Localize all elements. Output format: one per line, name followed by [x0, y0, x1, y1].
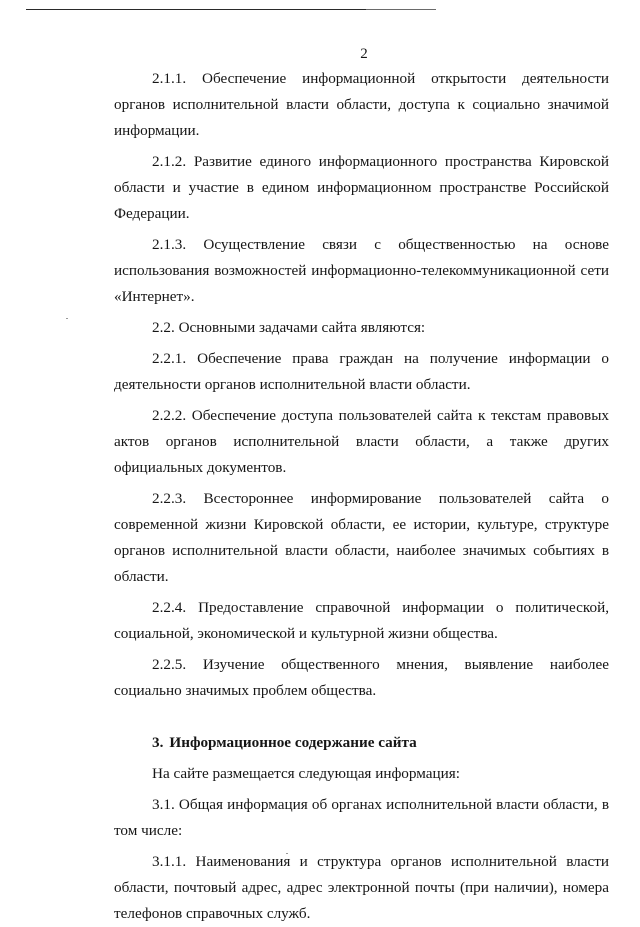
paragraph-2-2-3: 2.2.3. Всестороннее информирование пользователей сайта о современной жизни Кировской области, ее истории, культуре, структуре органов исполнительной власти области, наиболее значимых событиях в области.	[114, 490, 609, 585]
page-number: 2	[360, 46, 368, 62]
paragraph-3-1: 3.1. Общая информация об органах исполнительной власти области, в том числе:	[114, 796, 609, 839]
paragraph-2-1-1: 2.1.1. Обеспечение информационной открытости деятельности органов исполнительной власти области, доступа к социально значимой информации.	[114, 70, 609, 139]
section-heading-title: Информационное содержание сайта	[169, 734, 417, 751]
paragraph-2-2-5: 2.2.5. Изучение общественного мнения, выявление наиболее социально значимых проблем общества.	[114, 656, 609, 699]
scan-top-border	[26, 9, 366, 10]
paragraph-3-1-1: 3.1.1. Наименования и структура органов исполнительной власти области, почтовый адрес, адрес электронной почты (при наличии), номера телефонов справочных служб.	[114, 853, 609, 922]
paragraph-2-1-3: 2.1.3. Осуществление связи с общественностью на основе использования возможностей информационно-телекоммуникационной сети «Интернет».	[114, 236, 609, 305]
scan-top-border-fade	[366, 9, 436, 10]
scan-speck	[66, 318, 68, 319]
section-heading	[114, 730, 609, 756]
paragraph-2-2-1: 2.2.1. Обеспечение права граждан на получение информации о деятельности органов исполнительной власти области.	[114, 350, 609, 393]
section-heading-number: 3.	[152, 734, 164, 751]
paragraph-2-2-2: 2.2.2. Обеспечение доступа пользователей сайта к текстам правовых актов органов исполнительной власти области, а также других официальных документов.	[114, 407, 609, 476]
paragraph-2-2-4: 2.2.4. Предоставление справочной информации о политической, социальной, экономической и культурной жизни общества.	[114, 599, 609, 642]
paragraph-2-2: 2.2. Основными задачами сайта являются:	[152, 319, 426, 336]
paragraph-2-1-2: 2.1.2. Развитие единого информационного пространства Кировской области и участие в едином информационном пространстве Российской Федерации.	[114, 153, 609, 222]
paragraph-3-intro: На сайте размещается следующая информация:	[152, 765, 460, 782]
document-body	[114, 66, 609, 927]
